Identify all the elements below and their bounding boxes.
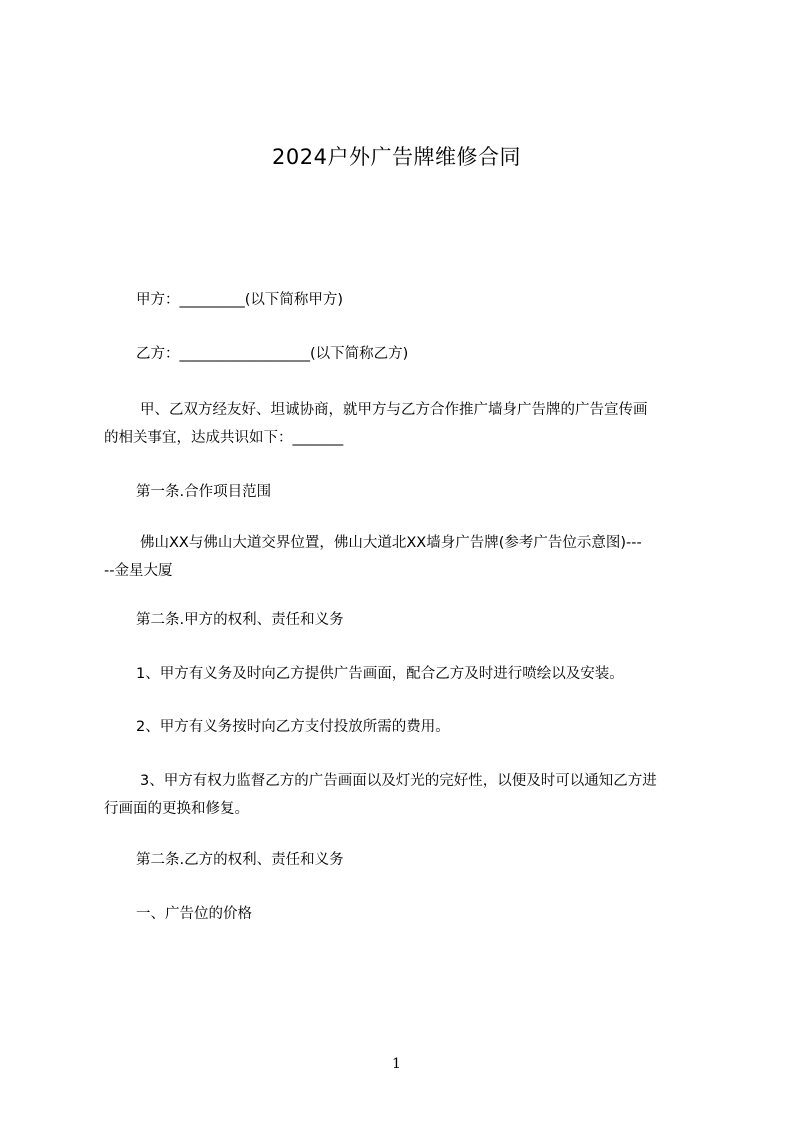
clause-a-3 bbox=[104, 767, 694, 823]
article-1-body-line-2: --金星大厦 bbox=[104, 563, 173, 579]
preamble-line-2: 的相关事宜，达成共识如下：_______ bbox=[104, 430, 344, 446]
clause-a-1 bbox=[104, 660, 694, 688]
clause-a-1-text: 1、甲方有义务及时向乙方提供广告画面，配合乙方及时进行喷绘以及安装。 bbox=[136, 666, 624, 682]
preamble-line-1: 甲、乙双方经友好、坦诚协商，就甲方与乙方合作推广墙身广告牌的广告宣传画 bbox=[140, 402, 648, 418]
article-1-body-line-1: 佛山XX与佛山大道交界位置，佛山大道北XX墙身广告牌(参考广告位示意图)--- bbox=[140, 535, 642, 551]
clause-a-3-line-1: 3、甲方有权力监督乙方的广告画面以及灯光的完好性，以便及时可以通知乙方进 bbox=[140, 773, 657, 789]
section-1-heading-text: 一、广告位的价格 bbox=[136, 906, 252, 922]
article-3-heading bbox=[104, 846, 694, 874]
preamble-paragraph bbox=[104, 396, 694, 452]
party-a-line bbox=[104, 286, 694, 314]
party-b-line bbox=[104, 340, 694, 368]
clause-a-2 bbox=[104, 713, 694, 741]
article-2-heading-text: 第二条.甲方的权利、责任和义务 bbox=[136, 612, 344, 628]
article-2-heading bbox=[104, 606, 694, 634]
section-1-heading bbox=[104, 900, 694, 928]
article-3-heading-text: 第二条.乙方的权利、责任和义务 bbox=[136, 852, 344, 868]
article-1-heading bbox=[104, 478, 694, 506]
clause-a-2-text: 2、甲方有义务按时向乙方支付投放所需的费用。 bbox=[136, 719, 450, 735]
page-number: 1 bbox=[392, 1056, 401, 1072]
article-1-body bbox=[104, 529, 694, 585]
document-title: 2024户外广告牌维修合同 bbox=[272, 145, 521, 169]
article-1-heading-text: 第一条.合作项目范围 bbox=[136, 484, 272, 500]
clause-a-3-line-2: 行画面的更换和修复。 bbox=[104, 801, 249, 817]
party-b-text: 乙方：__________________(以下简称乙方) bbox=[136, 346, 409, 362]
party-a-text: 甲方：_________(以下简称甲方) bbox=[136, 292, 344, 308]
